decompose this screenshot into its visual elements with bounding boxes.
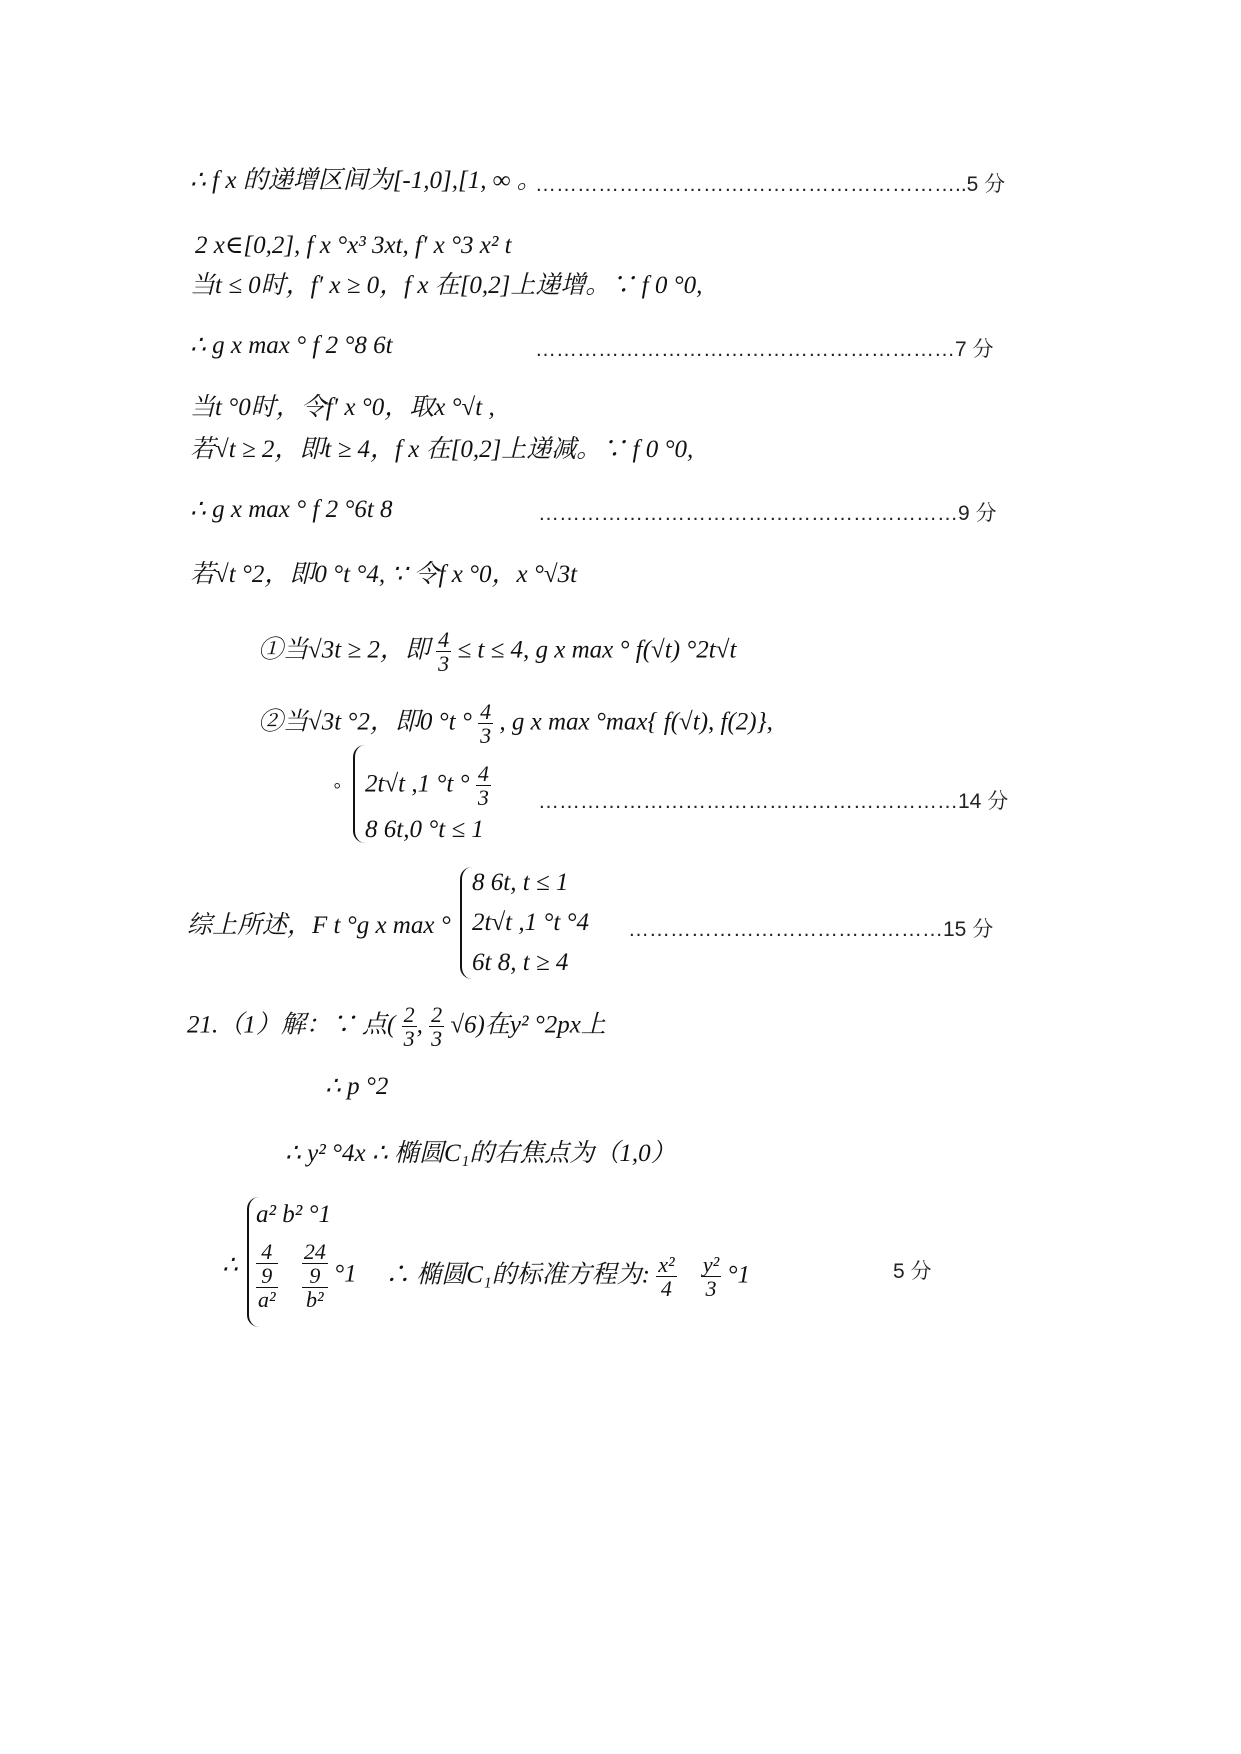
line-gmax-2: ∴ g x max ° f 2 °6t 8 xyxy=(190,496,393,523)
problem-21-prefix: 21.（1）解：∵ 点( xyxy=(187,1011,396,1039)
fraction-x2-4: $\frac{\text{x²}}{4}$ xyxy=(658,1252,675,1302)
line-problem-21: 21.（1）解：∵ 点( $\frac{2}{3}$ , $\frac{2}{3}$ √6)在y² °2px上 xyxy=(187,1002,606,1052)
line-case-1 xyxy=(258,628,736,675)
fraction-4-3-b: $\frac{4}{3}$ xyxy=(480,699,492,749)
summary-row-2: 2t√t ,1 °t °4 xyxy=(472,909,590,936)
line-parabola-focus: ∴ y² °4x ∴ 椭圆C₁的右焦点为（1,0） xyxy=(285,1140,676,1167)
score-7: ……………………………………………………7 分 xyxy=(535,338,994,361)
fraction-24-9-over-b2: 24 9 b² xyxy=(303,1239,326,1313)
summary-row-3: 6t 8, t ≥ 4 xyxy=(472,949,569,976)
line-summary-label: 综上所述，F t °g x max ° xyxy=(187,912,451,939)
ellipse-equation-label: ∴ 椭圆C₁的标准方程为: xyxy=(385,1261,650,1289)
piecewise-row-1-text: 2t√t ,1 °t ° xyxy=(365,770,470,798)
score-5-final: 5 分 xyxy=(893,1260,932,1283)
score-5: ……………………………………………………..5 分 xyxy=(535,173,1006,196)
fraction-4-9-over-a2: 4 9 a² xyxy=(258,1239,276,1313)
score-15: ………………………………………15 分 xyxy=(628,918,994,941)
line-t-nonpositive: 当t ≤ 0时，f′ x ≥ 0，f x 在[0,2]上递增。∵ f 0 °0, xyxy=(190,272,703,299)
case-1-suffix: ≤ t ≤ 4, g x max ° f(√t) °2t√t xyxy=(457,636,737,664)
line-sqrt-t-ge-2: 若√t ≥ 2，即t ≥ 4，f x 在[0,2]上递减。∵ f 0 °0, xyxy=(190,436,694,463)
piecewise-brace-2 xyxy=(460,867,472,979)
score-9: ……………………………………………………9 分 xyxy=(538,502,997,525)
fraction-y2-3: $\frac{\text{y²}}{3}$ xyxy=(702,1252,720,1302)
piecewise-row-2: 8 6t,0 °t ≤ 1 xyxy=(365,816,484,843)
system-therefore: ∴ xyxy=(222,1252,238,1279)
case-1-prefix: ①当√3t ≥ 2，即 xyxy=(258,636,430,664)
problem-21-suffix: √6)在y² °2px上 xyxy=(450,1011,606,1039)
case-2-suffix: , g x max °max{ f(√t), f(2)}, xyxy=(499,708,773,736)
piecewise-brace-1 xyxy=(353,745,365,843)
line-p-equals-2: ∴ p °2 xyxy=(325,1073,389,1100)
line-t-positive: 当t °0时，令f′ x °0，取x °√t , xyxy=(190,394,495,421)
piecewise-row-1 xyxy=(365,762,491,809)
system-row-2-equals: °1 xyxy=(334,1260,357,1288)
system-row-1: a² b² °1 xyxy=(256,1201,331,1228)
score-14: ……………………………………………………14 分 xyxy=(538,790,1009,813)
fraction-2-3-a: $\frac{2}{3}$ xyxy=(403,1002,415,1052)
line-sqrt-t-lt-2: 若√t °2，即0 °t °4, ∵ 令f x °0，x °√3t xyxy=(190,561,578,588)
piecewise-lead: ° xyxy=(333,779,341,799)
line-case-2 xyxy=(258,700,773,747)
fraction-4-3: $\frac{4}{3}$ xyxy=(438,627,450,677)
line-increasing-interval: ∴ f x 的递增区间为[-1,0],[1, ∞ 。 xyxy=(190,167,542,194)
line-gmax-1: ∴ g x max ° f 2 °8 6t xyxy=(190,332,393,359)
case-2-prefix: ②当√3t °2，即0 °t ° xyxy=(258,708,472,736)
ellipse-equation-equals: °1 xyxy=(727,1261,750,1289)
fraction-4-3-c: $\frac{4}{3}$ xyxy=(477,761,489,811)
line-x-domain: 2 x∈[0,2], f x °x³ 3xt, f′ x °3 x² t xyxy=(195,232,512,259)
line-ellipse-equation xyxy=(385,1253,750,1300)
system-row-2 xyxy=(256,1240,357,1311)
summary-row-1: 8 6t, t ≤ 1 xyxy=(472,869,569,896)
fraction-2-3-b: $\frac{2}{3}$ xyxy=(431,1002,443,1052)
